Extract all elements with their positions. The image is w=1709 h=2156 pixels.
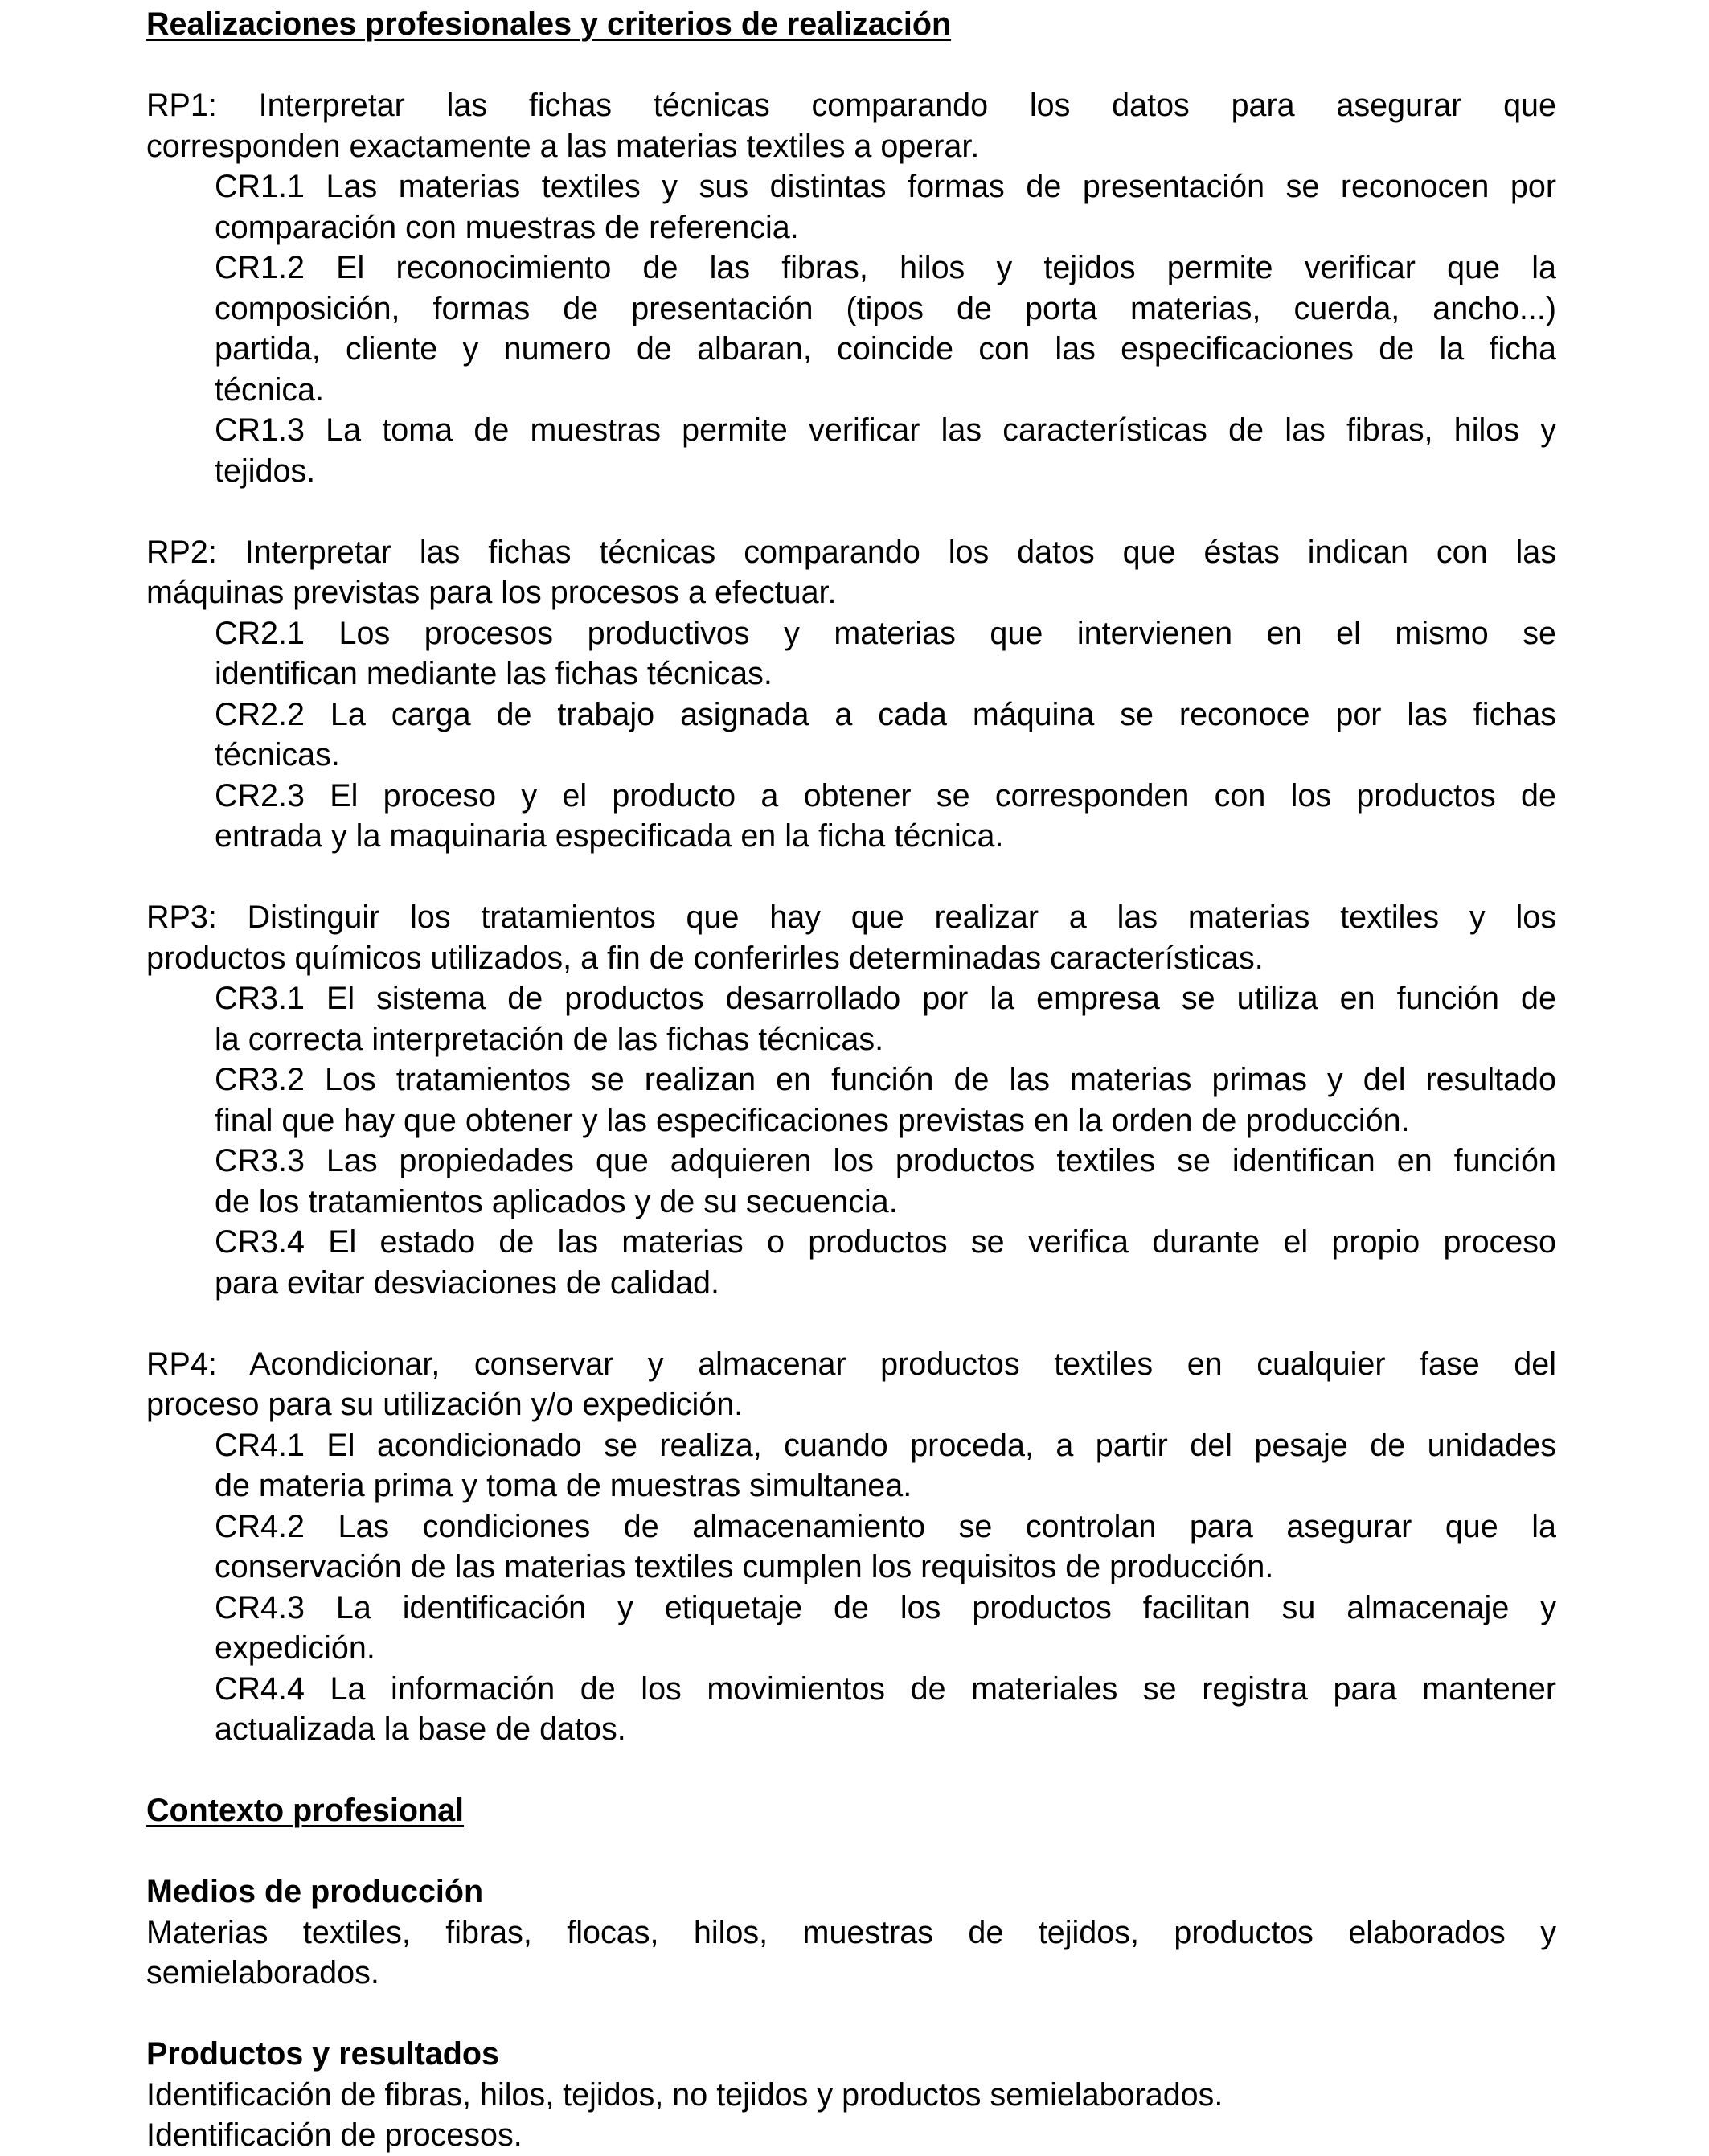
cr3-3-line-2: de los tratamientos aplicados y de su secuencia. <box>215 1183 898 1219</box>
cr1-2-line-4: técnica. <box>215 371 325 408</box>
heading-realizaciones: Realizaciones profesionales y criterios de realización <box>146 6 952 42</box>
rp2-block <box>146 532 1556 857</box>
rp3-line-1: RP3: Distinguir los tratamientos que hay que realizar a las materias textiles y los <box>146 900 1556 935</box>
cr1-1-line-2: comparación con muestras de referencia. <box>215 209 799 245</box>
cr3-1-line-1: CR3.1 El sistema de productos desarrollado por la empresa se utiliza en función de <box>215 981 1556 1016</box>
cr3-2-line-1: CR3.2 Los tratamientos se realizan en función de las materias primas y del resultado <box>215 1062 1556 1097</box>
cr4-2-line-1: CR4.2 Las condiciones de almacenamiento se controlan para asegurar que la <box>215 1508 1556 1544</box>
medios-line-2: semielaborados. <box>146 1955 379 1990</box>
rp3-block <box>146 897 1556 1303</box>
medios-line-1: Materias textiles, fibras, flocas, hilos, muestras de tejidos, productos elaborados y <box>146 1914 1556 1950</box>
cr4-3-line-2: expedición. <box>215 1630 375 1666</box>
cr1-2-line-2: composición, formas de presentación (tipos de porta materias, cuerda, ancho...) <box>215 290 1556 326</box>
cr4-2-line-2: conservación de las materias textiles cumplen los requisitos de producción. <box>215 1549 1274 1584</box>
rp3-line-2: productos químicos utilizados, a fin de conferirles determinadas características. <box>146 940 1264 976</box>
cr4-1-line-2: de materia prima y toma de muestras simultanea. <box>215 1468 912 1503</box>
cr3-4-line-1: CR3.4 El estado de las materias o productos se verifica durante el propio proceso <box>215 1224 1556 1260</box>
productos-title: Productos y resultados <box>146 2036 499 2072</box>
cr2-3-line-1: CR2.3 El proceso y el producto a obtener se corresponden con los productos de <box>215 777 1556 814</box>
rp2-line-1: RP2: Interpretar las fichas técnicas comparando los datos que éstas indican con las <box>146 534 1556 570</box>
document-page <box>146 0 1556 2156</box>
rp2-line-2: máquinas previstas para los procesos a efectuar. <box>146 575 837 610</box>
rp1-line-2: corresponden exactamente a las materias textiles a operar. <box>146 128 980 164</box>
rp1-line-1: RP1: Interpretar las fichas técnicas comparando los datos para asegurar que <box>146 88 1556 123</box>
rp4-line-2: proceso para su utilización y/o expedición. <box>146 1387 744 1422</box>
cr4-3-line-1: CR4.3 La identificación y etiquetaje de los productos facilitan su almacenaje y <box>215 1589 1556 1625</box>
cr2-2-line-1: CR2.2 La carga de trabajo asignada a cada máquina se reconoce por las fichas <box>215 696 1556 732</box>
rp4-line-1: RP4: Acondicionar, conservar y almacenar productos textiles en cualquier fase del <box>146 1346 1556 1382</box>
cr4-1-line-1: CR4.1 El acondicionado se realiza, cuando proceda, a partir del pesaje de unidades <box>215 1427 1556 1463</box>
productos-line-2: Identificación de procesos. <box>146 2117 523 2153</box>
cr1-2-line-3: partida, cliente y numero de albaran, coincide con las especificaciones de la ficha <box>215 331 1556 367</box>
cr1-3-line-2: tejidos. <box>215 453 316 489</box>
cr2-1-line-1: CR2.1 Los procesos productivos y materias que intervienen en el mismo se <box>215 615 1556 651</box>
cr2-3-line-2: entrada y la maquinaria especificada en la ficha técnica. <box>215 818 1004 854</box>
medios-title: Medios de producción <box>146 1874 484 1909</box>
cr4-4-line-1: CR4.4 La información de los movimientos de materiales se registra para mantener <box>215 1670 1556 1707</box>
cr3-3-line-1: CR3.3 Las propiedades que adquieren los productos textiles se identifican en función <box>215 1143 1556 1178</box>
cr2-2-line-2: técnicas. <box>215 737 340 773</box>
cr3-1-line-2: la correcta interpretación de las fichas técnicas. <box>215 1021 884 1057</box>
medios-block <box>146 1871 1556 1994</box>
cr1-1-line-1: CR1.1 Las materias textiles y sus distintas formas de presentación se reconocen por <box>215 169 1556 204</box>
cr2-1-line-2: identifican mediante las fichas técnicas. <box>215 656 773 691</box>
rp4-block <box>146 1344 1556 1750</box>
cr3-2-line-2: final que hay que obtener y las especificaciones previstas en la orden de producción. <box>215 1102 1410 1138</box>
productos-block <box>146 2034 1556 2156</box>
cr1-2-line-1: CR1.2 El reconocimiento de las fibras, hilos y tejidos permite verificar que la <box>215 250 1556 285</box>
rp1-block <box>146 85 1556 491</box>
productos-line-1: Identificación de fibras, hilos, tejidos, no tejidos y productos semielaborados. <box>146 2076 1223 2113</box>
cr3-4-line-2: para evitar desviaciones de calidad. <box>215 1264 719 1301</box>
cr4-4-line-2: actualizada la base de datos. <box>215 1711 626 1747</box>
heading-contexto: Contexto profesional <box>146 1793 465 1828</box>
cr1-3-line-1: CR1.3 La toma de muestras permite verificar las características de las fibras, hilos y <box>215 412 1556 448</box>
